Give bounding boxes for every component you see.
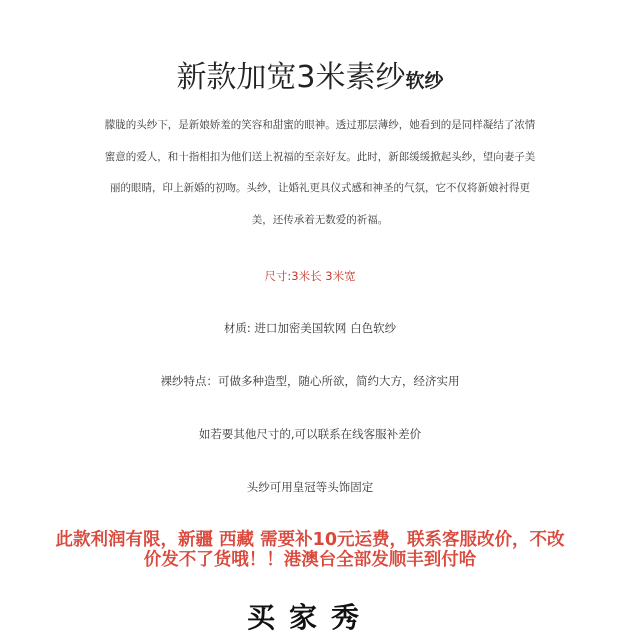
shipping-notice: [0, 530, 620, 570]
shipping-notice-line2: 价发不了货哦！！港澳台全部发顺丰到付哈: [143, 550, 477, 570]
shipping-notice-line1: 此款利润有限，新疆 西藏 需要补10元运费，联系客服改价，不改: [55, 530, 565, 550]
page-title: [0, 58, 620, 102]
title-main: 新款加宽3米素纱: [176, 60, 406, 95]
buyer-show-heading: 买家秀: [246, 601, 373, 634]
title-sub: 软纱: [405, 70, 444, 92]
size-info: 尺寸:3米长 3米宽: [264, 269, 356, 283]
features-info: 裸纱特点：可做多种造型，随心所欲，简约大方，经济实用: [160, 374, 460, 388]
fixing-info: 头纱可用皇冠等头饰固定: [246, 480, 374, 494]
material-info: 材质: 进口加密美国软网 白色软纱: [223, 321, 397, 335]
custom-size-info: 如若要其他尺寸的,可以联系在线客服补差价: [198, 427, 422, 441]
intro-paragraph: 朦胧的头纱下，是新娘娇羞的笑容和甜蜜的眼神。透过那层薄纱，她看到的是同样凝结了浓情蜜意的爱人，和十指相扣为他们送上祝福的至亲好友。此时，新郎缓缓掀起头纱，望向妻子美丽的眼睛，印上新婚的初吻。头纱，让婚礼更具仪式感和神圣的气氛，它不仅将新娘衬得更美，还传承着无数爱的祈福。: [104, 119, 536, 226]
